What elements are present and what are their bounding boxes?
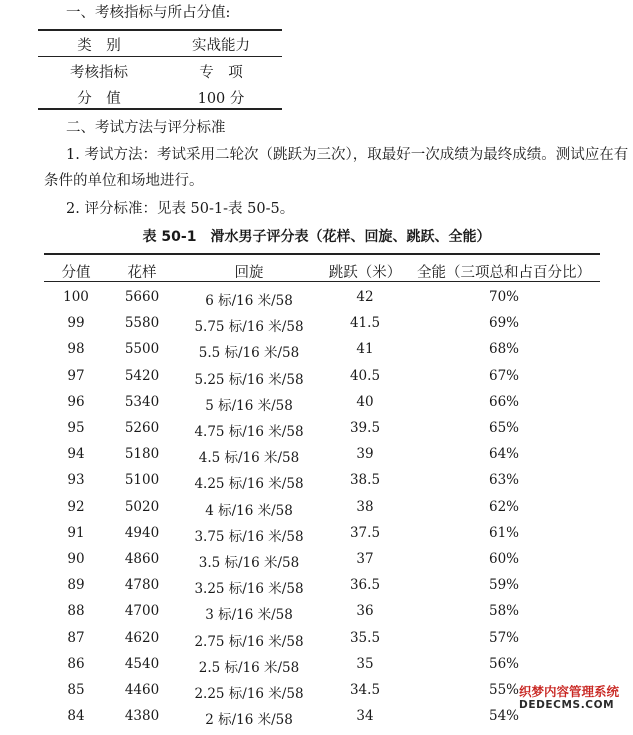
cell-score: 100 [63, 289, 89, 305]
cell-score: 91 [67, 524, 85, 541]
table-rule-bottom [38, 108, 282, 110]
cell-jump: 36.5 [349, 577, 381, 594]
cell-slalom: 3.25 标/16 米/58 [194, 581, 304, 598]
cell-tricks: 4620 [124, 629, 160, 646]
cell-overall: 59% [488, 577, 519, 594]
cell-jump: 35.5 [349, 629, 381, 646]
cell-jump: 34.5 [349, 682, 381, 698]
cell-score: 98 [67, 341, 85, 358]
cell-score: 86 [67, 655, 85, 672]
table-rule-header [44, 281, 600, 282]
table-row [0, 394, 633, 421]
cell-score: 94 [67, 446, 85, 463]
watermark-logo [519, 684, 633, 712]
table-row [0, 368, 633, 395]
cell-jump: 36 [356, 603, 374, 620]
cell-overall: 54% [488, 708, 519, 725]
cell-jump: 37.5 [349, 524, 381, 541]
watermark-title: 织梦内容管理系统 [519, 684, 620, 699]
cell-tricks: 5340 [124, 393, 160, 410]
cell-overall: 65% [488, 420, 519, 436]
cell-jump: 34 [356, 708, 374, 725]
table-rule-top [44, 253, 600, 255]
cell-jump: 38.5 [349, 472, 381, 489]
table-rule-top [38, 29, 282, 31]
cell-overall: 63% [488, 472, 519, 489]
cell-overall: 62% [488, 498, 519, 515]
table-cell: 专 项 [199, 65, 243, 81]
cell-jump: 39 [356, 446, 374, 463]
section-1-title: 一、考核指标与所占分值: [66, 5, 231, 21]
cell-tricks: 5100 [124, 472, 160, 489]
table-row [0, 341, 633, 368]
cell-tricks: 5660 [124, 289, 160, 305]
section-2-title: 二、考试方法与评分标准 [66, 120, 226, 136]
cell-jump: 41 [356, 341, 374, 358]
cell-tricks: 5020 [124, 498, 160, 515]
table-row [0, 446, 633, 473]
cell-overall: 55% [488, 682, 519, 698]
table-row [0, 289, 633, 316]
cell-overall: 60% [488, 551, 519, 567]
cell-overall: 56% [488, 655, 519, 672]
table-header-cell: 类 别 [77, 38, 121, 54]
table-cell: 100 分 [197, 91, 245, 107]
cell-slalom: 2.75 标/16 米/58 [194, 633, 304, 650]
cell-slalom: 4 标/16 米/58 [205, 502, 293, 519]
table-row [0, 499, 633, 526]
table-row [0, 630, 633, 657]
cell-slalom: 4.75 标/16 米/58 [194, 424, 304, 440]
column-header-slalom: 回旋 [234, 265, 264, 281]
table-row [0, 315, 633, 342]
cell-score: 89 [67, 577, 85, 594]
cell-score: 97 [67, 367, 85, 384]
table-cell: 考核指标 [70, 65, 128, 81]
table-row [0, 525, 633, 552]
cell-slalom: 3 标/16 米/58 [205, 607, 293, 624]
table-cell: 分 值 [77, 91, 121, 107]
cell-overall: 64% [488, 446, 519, 463]
table-row [0, 551, 633, 578]
cell-tricks: 5500 [124, 341, 160, 358]
cell-jump: 40.5 [349, 367, 381, 384]
cell-slalom: 5.75 标/16 米/58 [194, 319, 304, 336]
cell-tricks: 5180 [124, 446, 160, 463]
cell-score: 88 [67, 603, 85, 620]
cell-tricks: 4540 [124, 655, 160, 672]
table-caption: 表 50-1 滑水男子评分表（花样、回旋、跳跃、全能） [142, 229, 491, 245]
cell-overall: 68% [488, 341, 519, 358]
column-header-tricks: 花样 [127, 265, 157, 281]
watermark-subtitle: DEDECMS.COM [519, 699, 615, 711]
table-row [0, 472, 633, 499]
cell-tricks: 4860 [124, 551, 160, 567]
table-row [0, 420, 633, 447]
cell-slalom: 2.25 标/16 米/58 [194, 686, 304, 702]
cell-score: 87 [67, 629, 85, 646]
cell-score: 85 [67, 682, 85, 698]
column-header-jump: 跳跃（米） [328, 265, 402, 281]
cell-slalom: 5 标/16 米/58 [205, 397, 293, 414]
cell-slalom: 2.5 标/16 米/58 [198, 659, 300, 676]
cell-score: 96 [67, 393, 85, 410]
cell-score: 84 [67, 708, 85, 725]
cell-jump: 37 [356, 551, 374, 567]
cell-tricks: 5420 [124, 367, 160, 384]
table-row [0, 656, 633, 683]
cell-slalom: 4.25 标/16 米/58 [194, 476, 304, 493]
table-row [0, 577, 633, 604]
method-paragraph-line-1: 1. 考试方法：考试采用二轮次（跳跃为三次），取最好一次成绩为最终成绩。测试应在有 [66, 147, 629, 163]
cell-tricks: 4700 [124, 603, 160, 620]
table-row [0, 603, 633, 630]
cell-jump: 38 [356, 498, 374, 515]
cell-jump: 41.5 [349, 315, 381, 332]
cell-tricks: 5260 [124, 420, 160, 436]
cell-slalom: 3.75 标/16 米/58 [194, 528, 304, 545]
table-row [0, 708, 633, 735]
cell-overall: 69% [488, 315, 519, 332]
cell-overall: 67% [488, 367, 519, 384]
table-rule-mid [38, 56, 282, 57]
cell-overall: 58% [488, 603, 519, 620]
cell-score: 92 [67, 498, 85, 515]
cell-score: 93 [67, 472, 85, 489]
cell-score: 95 [67, 420, 85, 436]
column-header-score: 分值 [61, 265, 91, 281]
cell-jump: 42 [356, 289, 374, 305]
cell-slalom: 6 标/16 米/58 [205, 293, 293, 309]
cell-jump: 39.5 [349, 420, 381, 436]
cell-tricks: 4940 [124, 524, 160, 541]
cell-score: 99 [67, 315, 85, 332]
cell-slalom: 5.25 标/16 米/58 [194, 371, 304, 388]
method-paragraph-line-2: 条件的单位和场地进行。 [44, 173, 204, 189]
cell-overall: 61% [488, 524, 519, 541]
cell-overall: 57% [488, 629, 519, 646]
table-header-cell: 实战能力 [192, 38, 250, 54]
cell-tricks: 4380 [124, 708, 160, 725]
cell-score: 90 [67, 551, 85, 567]
cell-tricks: 4780 [124, 577, 160, 594]
scoring-standard-line: 2. 评分标准：见表 50-1-表 50-5。 [66, 201, 295, 217]
cell-jump: 40 [356, 393, 374, 410]
cell-slalom: 5.5 标/16 米/58 [198, 345, 300, 362]
cell-slalom: 4.5 标/16 米/58 [198, 450, 300, 467]
cell-tricks: 5580 [124, 315, 160, 332]
column-header-overall: 全能（三项总和占百分比） [417, 265, 591, 281]
cell-jump: 35 [356, 655, 374, 672]
cell-overall: 66% [488, 393, 519, 410]
cell-overall: 70% [488, 289, 519, 305]
cell-slalom: 2 标/16 米/58 [205, 712, 293, 729]
cell-slalom: 3.5 标/16 米/58 [198, 555, 300, 571]
cell-tricks: 4460 [124, 682, 160, 698]
